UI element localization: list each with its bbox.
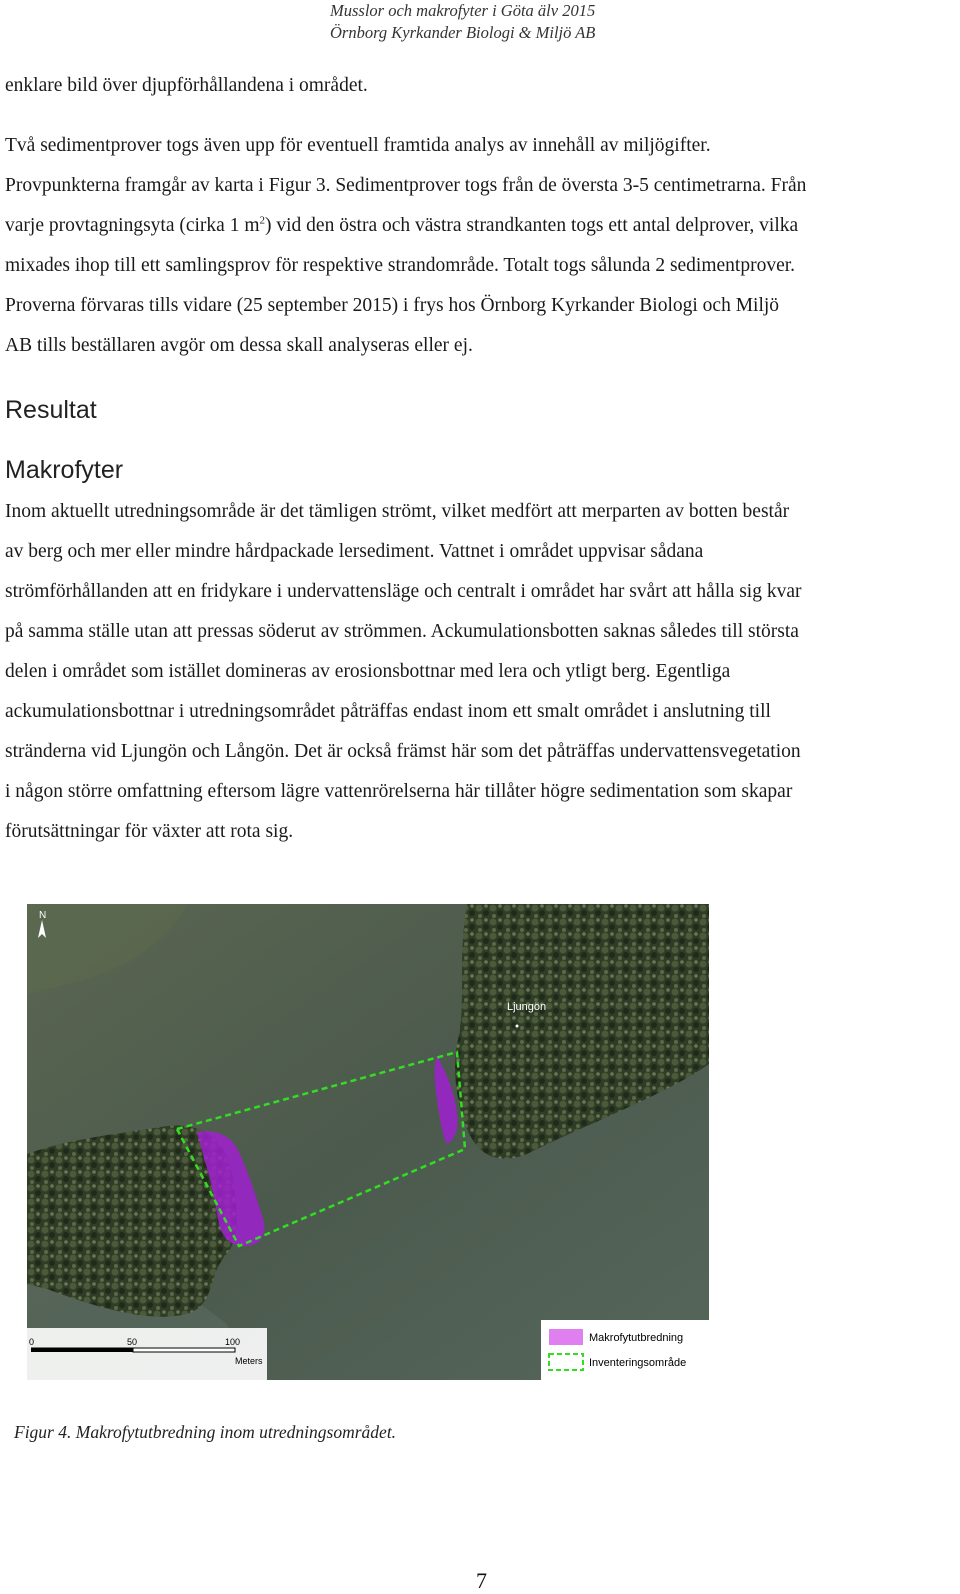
scale-unit: Meters bbox=[235, 1356, 263, 1366]
text-line: förutsättningar för växter att rota sig. bbox=[5, 821, 294, 842]
text-line: på samma ställe utan att pressas söderut av strömmen. Ackumulationsbotten saknas således till största bbox=[5, 621, 799, 642]
text-line: Proverna förvaras tills vidare (25 september 2015) i frys hos Örnborg Kyrkander Biologi och Miljö bbox=[5, 295, 780, 316]
text-line: strömförhållanden att en fridykare i undervattensläge och centralt i området har svårt att hålla sig kvar bbox=[5, 581, 802, 602]
legend-swatch-macrophyte bbox=[549, 1329, 583, 1345]
place-label-ljungon: Ljungön bbox=[507, 1001, 547, 1013]
text-line: mixades ihop till ett samlingsprov för respektive strandområde. Totalt togs sålunda 2 sedimentprover. bbox=[5, 255, 796, 276]
scale-tick-label: 100 bbox=[225, 1337, 241, 1347]
running-header bbox=[330, 0, 595, 44]
scale-tick-label: 0 bbox=[29, 1337, 35, 1347]
scale-bar-background bbox=[27, 1328, 267, 1380]
text-line: enklare bild över djupförhållandena i området. bbox=[5, 75, 368, 96]
scale-segment bbox=[133, 1348, 235, 1352]
text-line: Provpunkterna framgår av karta i Figur 3. Sedimentprover togs från de översta 3-5 centimetrarna. Från bbox=[5, 175, 807, 196]
north-label: N bbox=[39, 910, 47, 921]
figure-caption: Figur 4. Makrofytutbredning inom utredningsområdet. bbox=[14, 1422, 397, 1442]
scale-tick-label: 50 bbox=[127, 1337, 138, 1347]
paragraph-intro-end bbox=[5, 66, 955, 106]
aerial-map-figure bbox=[27, 904, 709, 1380]
superscript: 2 bbox=[259, 214, 265, 227]
paragraph-macrophytes bbox=[5, 492, 955, 852]
text-line: i någon större omfattning eftersom lägre vattenrörelserna här tillåter högre sedimentation som skapar bbox=[5, 781, 793, 802]
text-line: av berg och mer eller mindre hårdpackade lersediment. Vattnet i området uppvisar sådana bbox=[5, 541, 704, 562]
legend-label: Inventeringsområde bbox=[589, 1357, 687, 1369]
text-line: Inom aktuellt utredningsområde är det tämligen strömt, vilket medfört att merparten av botten består bbox=[5, 501, 790, 522]
text-line: Två sedimentprover togs även upp för eventuell framtida analys av innehåll av miljögifter. bbox=[5, 135, 711, 156]
aerial-map bbox=[27, 904, 709, 1380]
legend-label: Makrofytutbredning bbox=[589, 1332, 684, 1344]
text-line: ackumulationsbottnar i utredningsområdet påträffas endast inom ett smalt området i anslutning till bbox=[5, 701, 771, 722]
page-number: 7 bbox=[476, 1568, 487, 1593]
text-line bbox=[5, 206, 955, 246]
heading-results: Resultat bbox=[5, 396, 97, 424]
map-legend bbox=[541, 1320, 709, 1380]
text-fragment: varje provtagningsyta (cirka 1 m bbox=[5, 215, 260, 236]
place-marker bbox=[516, 1025, 519, 1028]
paragraph-sediment bbox=[5, 126, 955, 366]
scale-bar bbox=[27, 1328, 267, 1380]
text-line: stränderna vid Ljungön och Långön. Det är också främst här som det påträffas undervattensvegetation bbox=[5, 741, 801, 762]
scale-segment bbox=[31, 1348, 133, 1352]
text-fragment: ) vid den östra och västra strandkanten togs ett antal delprover, vilka bbox=[265, 215, 799, 236]
header-title: Musslor och makrofyter i Göta älv 2015 bbox=[330, 1, 596, 20]
header-company: Örnborg Kyrkander Biologi & Miljö AB bbox=[330, 23, 596, 42]
text-line: AB tills beställaren avgör om dessa skall analyseras eller ej. bbox=[5, 335, 473, 356]
heading-macrophytes: Makrofyter bbox=[5, 456, 124, 484]
text-line: delen i området som istället domineras av erosionsbottnar med lera och ytligt berg. Egentliga bbox=[5, 661, 731, 682]
